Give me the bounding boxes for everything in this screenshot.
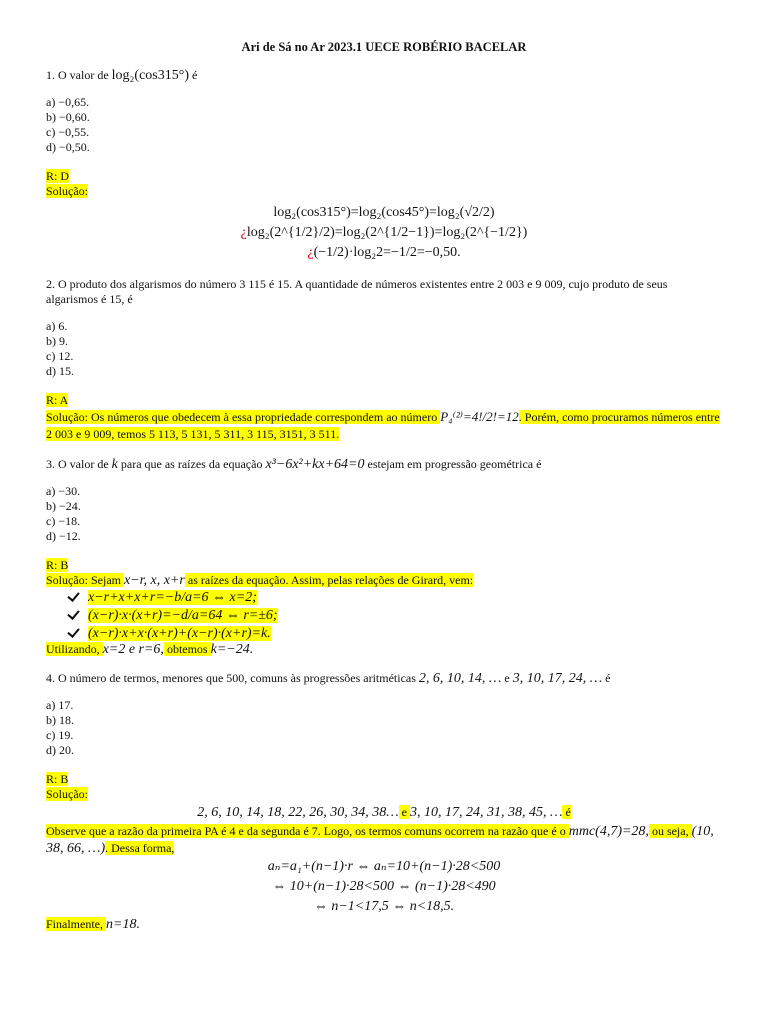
question-1-options [46, 95, 722, 155]
solution-1-line-1: log₂(cos315°)=log₂(cos45°)=log₂(√2/2) [273, 205, 495, 220]
option-c: c) 12. [46, 349, 74, 363]
option-a: a) 6. [46, 319, 68, 333]
solution-4-line-2: ⇔ 10+(n−1)·28<500 ⇔ (n−1)·28<490 [272, 879, 496, 894]
solution-4-line-3: ⇔ n−1<17,5 ⇔ n<18,5. [313, 899, 455, 914]
option-b: b) 18. [46, 713, 74, 727]
solution-2: Solução: Os números que obedecem à essa propriedade correspondem ao número P₄⁽²⁾=4!/2!=12. Porém, como procuramos números entre 2 003 e 9 009, temos 5 113, 5 131, 5 311, 3 115, 3151, 3 511. [46, 409, 720, 441]
solution-1-line-2: ¿log₂(2^{1/2}/2)=log₂(2^{1/2−1})=log₂(2^{−1/2}) [240, 225, 528, 240]
answer-3: R: B [46, 558, 69, 572]
option-a: a) −0,65. [46, 95, 90, 109]
option-a: a) −30. [46, 484, 81, 498]
option-c: c) −0,55. [46, 125, 90, 139]
solution-4-line-1: aₙ=a₁+(n−1)·r ⇔ aₙ=10+(n−1)·28<500 [267, 859, 501, 874]
solution-3-intro: Solução: Sejam x−r, x, x+r as raízes da equação. Assim, pelas relações de Girard, vem: [46, 573, 474, 588]
option-d: d) 20. [46, 743, 74, 757]
option-b: b) −24. [46, 499, 81, 513]
question-2-options [46, 319, 722, 379]
solution-1-line-3: ¿(−1/2)·log₂2=−1/2=−0,50. [307, 245, 461, 260]
answer-2: R: A [46, 393, 69, 407]
option-a: a) 17. [46, 698, 74, 712]
question-2 [46, 277, 722, 443]
solution-label-1: Solução: [46, 184, 88, 198]
checkmark-icon [68, 607, 82, 619]
question-3-options [46, 484, 722, 544]
option-c: c) 19. [46, 728, 74, 742]
question-1 [46, 68, 722, 263]
solution-1-math [46, 203, 722, 263]
option-d: d) 15. [46, 364, 74, 378]
question-3 [46, 457, 722, 657]
girard-relation-1: x−r+x+x+r=−b/a=6 ⇔ x=2; [46, 588, 722, 606]
option-d: d) −12. [46, 529, 81, 543]
question-4-options [46, 698, 722, 758]
solution-label-4: Solução: [46, 787, 88, 801]
solution-4-final: Finalmente, n=18. [46, 917, 140, 932]
option-c: c) −18. [46, 514, 81, 528]
option-b: b) −0,60. [46, 110, 90, 124]
checkmark-icon [68, 589, 82, 601]
option-d: d) −0,50. [46, 140, 90, 154]
document-page [46, 40, 722, 946]
solution-4-observation: Observe que a razão da primeira PA é 4 e da segunda é 7. Logo, os termos comuns ocorrem na razão que é o mmc(4,7)=28, ou seja, (10, 38, 66, …). Dessa forma, [46, 824, 714, 856]
answer-1: R: D [46, 169, 70, 183]
solution-3-final: Utilizando, x=2 e r=6, obtemos k=−24. [46, 642, 254, 657]
option-b: b) 9. [46, 334, 68, 348]
checkmark-icon [68, 625, 82, 637]
question-4-text: 4. O número de termos, menores que 500, comuns às progressões aritméticas 2, 6, 10, 14, … e 3, 10, 17, 24, … é [46, 671, 611, 686]
question-2-text: 2. O produto dos algarismos do número 3 115 é 15. A quantidade de números existentes entre 2 003 e 9 009, cujo produto de seus algarismos é 15, é [46, 277, 668, 306]
question-4 [46, 671, 722, 932]
solution-4-math [46, 857, 722, 917]
girard-relation-2: (x−r)·x·(x+r)=−d/a=64 ⇔ r=±6; [46, 606, 722, 624]
girard-relation-3: (x−r)·x+x·(x+r)+(x−r)·(x+r)=k. [46, 624, 722, 642]
question-3-text: 3. O valor de k para que as raízes da equação x³−6x²+kx+64=0 estejam em progressão geométrica é [46, 457, 542, 472]
answer-4: R: B [46, 772, 69, 786]
document-title: Ari de Sá no Ar 2023.1 UECE ROBÉRIO BACELAR [241, 40, 527, 54]
question-1-text: 1. O valor de log₂(cos315°) é [46, 68, 198, 83]
solution-4-sequences: 2, 6, 10, 14, 18, 22, 26, 30, 34, 38… e 3, 10, 17, 24, 31, 38, 45, … é [197, 805, 571, 820]
